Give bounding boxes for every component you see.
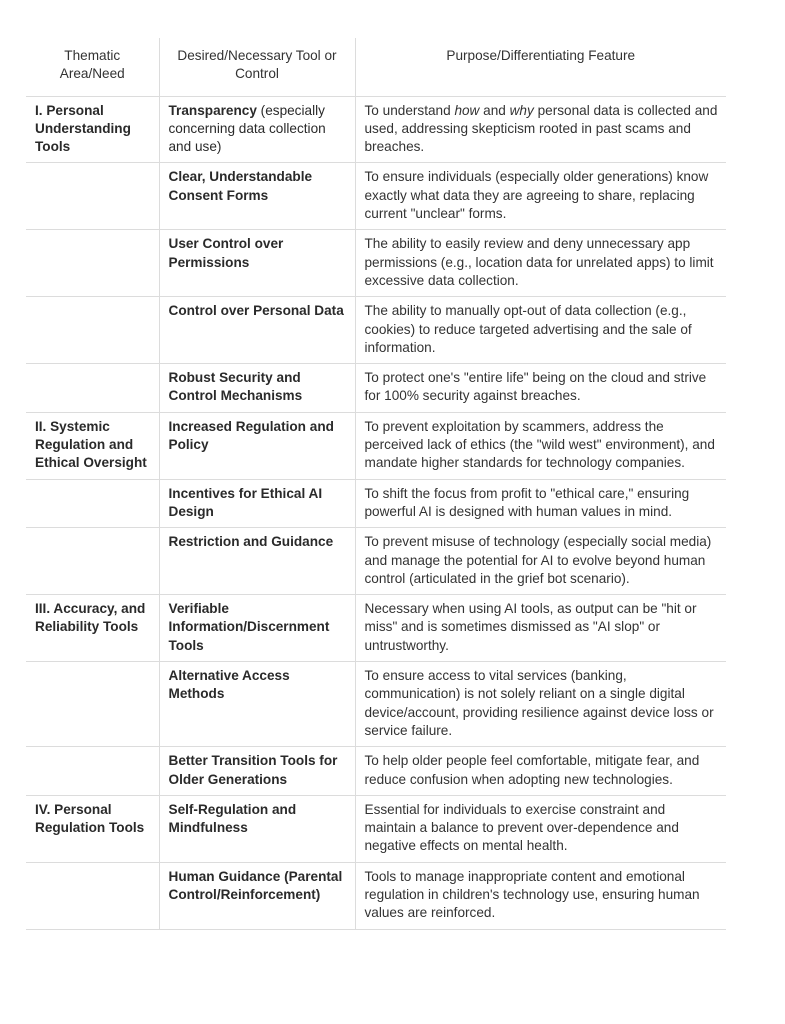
tool-cell: Verifiable Information/Discernment Tools (159, 595, 355, 662)
header-thematic-area: Thematic Area/Need (26, 38, 159, 96)
thematic-area-cell (26, 297, 159, 364)
purpose-emphasis: why (509, 102, 534, 118)
table-row (26, 297, 726, 364)
table-body (26, 96, 726, 929)
tool-cell (159, 96, 355, 163)
purpose-emphasis: how (454, 102, 480, 118)
table-row (26, 862, 726, 929)
table-row (26, 595, 726, 662)
purpose-cell (355, 96, 726, 163)
table-row (26, 163, 726, 230)
header-tool-control: Desired/Necessary Tool or Control (159, 38, 355, 96)
tool-cell: Increased Regulation and Policy (159, 412, 355, 479)
header-purpose: Purpose/Differentiating Feature (355, 38, 726, 96)
purpose-cell: To ensure access to vital services (banking, communication) is not solely reliant on a single digital device/account, providing resilience against device loss or service failure. (355, 662, 726, 747)
table-row (26, 230, 726, 297)
purpose-cell: To ensure individuals (especially older generations) know exactly what data they are agreeing to share, replacing current "unclear" forms. (355, 163, 726, 230)
tool-cell: Better Transition Tools for Older Generations (159, 747, 355, 796)
purpose-text: and (479, 102, 510, 118)
thematic-area-cell (26, 747, 159, 796)
table-row (26, 528, 726, 595)
purpose-cell: The ability to manually opt-out of data collection (e.g., cookies) to reduce targeted advertising and the sale of information. (355, 297, 726, 364)
purpose-cell: The ability to easily review and deny unnecessary app permissions (e.g., location data for unrelated apps) to limit excessive data collection. (355, 230, 726, 297)
table-row (26, 96, 726, 163)
thematic-area-cell: II. Systemic Regulation and Ethical Oversight (26, 412, 159, 479)
table-row (26, 479, 726, 528)
tool-cell: Alternative Access Methods (159, 662, 355, 747)
purpose-cell: Essential for individuals to exercise constraint and maintain a balance to prevent over-dependence and negative effects on mental health. (355, 795, 726, 862)
table-row (26, 364, 726, 413)
purpose-cell: To prevent exploitation by scammers, address the perceived lack of ethics (the "wild west" environment), and mandate higher standards for technology companies. (355, 412, 726, 479)
thematic-area-cell (26, 364, 159, 413)
table-row (26, 747, 726, 796)
thematic-area-cell (26, 479, 159, 528)
tool-cell: Human Guidance (Parental Control/Reinforcement) (159, 862, 355, 929)
table-header (26, 38, 726, 96)
purpose-cell: To prevent misuse of technology (especially social media) and manage the potential for AI to evolve beyond human control (articulated in the grief bot scenario). (355, 528, 726, 595)
purpose-text: personal data is collected and used, addressing skepticism rooted in past scams and breaches. (364, 102, 718, 155)
purpose-text: To understand (364, 102, 455, 118)
purpose-cell: To help older people feel comfortable, mitigate fear, and reduce confusion when adopting new technologies. (355, 747, 726, 796)
tool-cell: Robust Security and Control Mechanisms (159, 364, 355, 413)
purpose-cell: Necessary when using AI tools, as output can be "hit or miss" and is sometimes dismissed as "AI slop" or untrustworthy. (355, 595, 726, 662)
tool-name: Transparency (168, 102, 257, 118)
tool-cell: Restriction and Guidance (159, 528, 355, 595)
thematic-area-cell (26, 528, 159, 595)
thematic-area-cell: I. Personal Understanding Tools (26, 96, 159, 163)
tool-cell: User Control over Permissions (159, 230, 355, 297)
table-row (26, 412, 726, 479)
tool-cell: Self-Regulation and Mindfulness (159, 795, 355, 862)
purpose-cell: To shift the focus from profit to "ethical care," ensuring powerful AI is designed with human values in mind. (355, 479, 726, 528)
thematic-area-cell: III. Accuracy, and Reliability Tools (26, 595, 159, 662)
table-row (26, 795, 726, 862)
purpose-cell: To protect one's "entire life" being on the cloud and strive for 100% security against breaches. (355, 364, 726, 413)
thematic-area-cell (26, 163, 159, 230)
tools-table (26, 38, 726, 930)
tool-note: (especially concerning data collection and use) (168, 102, 326, 155)
tool-cell: Incentives for Ethical AI Design (159, 479, 355, 528)
thematic-area-cell: IV. Personal Regulation Tools (26, 795, 159, 862)
thematic-area-cell (26, 230, 159, 297)
header-row (26, 38, 726, 96)
tool-cell: Clear, Understandable Consent Forms (159, 163, 355, 230)
purpose-cell: Tools to manage inappropriate content and emotional regulation in children's technology use, ensuring human values are reinforced. (355, 862, 726, 929)
thematic-area-cell (26, 662, 159, 747)
table-row (26, 662, 726, 747)
tool-cell: Control over Personal Data (159, 297, 355, 364)
thematic-area-cell (26, 862, 159, 929)
